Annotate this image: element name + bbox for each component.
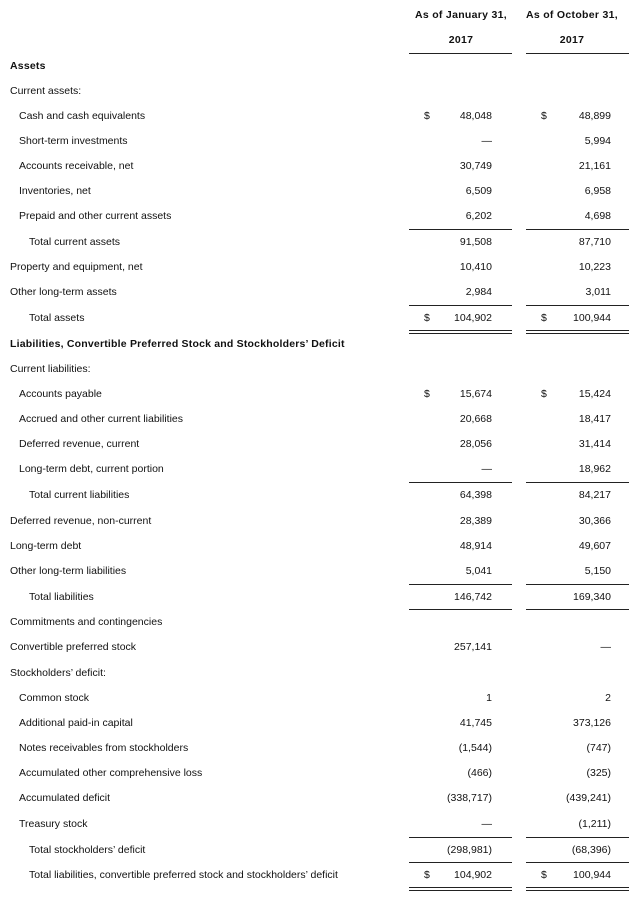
currency-symbol: $ — [424, 869, 430, 881]
value-jan: 104,902 — [454, 869, 492, 881]
table-row — [0, 761, 640, 786]
value-oct: 87,710 — [578, 236, 611, 248]
value-jan: (1,544) — [458, 742, 492, 754]
value-oct: 169,340 — [573, 591, 611, 603]
value-oct: 6,958 — [584, 185, 611, 197]
table-row — [0, 154, 640, 179]
assets-heading: Assets — [10, 60, 46, 72]
table-row — [0, 179, 640, 204]
table-row — [0, 255, 640, 280]
subheading-row — [0, 357, 640, 382]
value-jan: 5,041 — [465, 565, 492, 577]
currency-symbol: $ — [541, 388, 547, 400]
value-jan: (338,717) — [447, 792, 492, 804]
value-oct: 31,414 — [578, 438, 611, 450]
table-row — [0, 306, 640, 331]
currency-symbol: $ — [424, 110, 430, 122]
currency-symbol: $ — [541, 312, 547, 324]
table-row — [0, 585, 640, 610]
current-assets-heading: Current assets: — [10, 85, 82, 97]
value-jan: 6,509 — [465, 185, 492, 197]
value-jan: — — [481, 135, 492, 147]
value-jan: 30,749 — [459, 160, 492, 172]
value-oct: 84,217 — [578, 489, 611, 501]
row-label: Total current assets — [29, 236, 121, 248]
table-row — [0, 230, 640, 255]
table-row — [0, 812, 640, 837]
column-header-jan-year: 2017 — [448, 34, 474, 46]
row-label: Additional paid-in capital — [19, 717, 133, 729]
value-oct: 21,161 — [578, 160, 611, 172]
value-oct: 100,944 — [573, 869, 611, 881]
value-jan: — — [481, 818, 492, 830]
row-label: Long-term debt — [10, 540, 82, 552]
value-oct: 5,994 — [584, 135, 611, 147]
value-jan: 146,742 — [454, 591, 492, 603]
row-label: Accumulated other comprehensive loss — [19, 767, 203, 779]
value-jan: 104,902 — [454, 312, 492, 324]
value-jan: 15,674 — [459, 388, 492, 400]
value-jan: 10,410 — [459, 261, 492, 273]
section-heading-row — [0, 54, 640, 79]
value-oct: 5,150 — [584, 565, 611, 577]
value-jan: (466) — [467, 767, 492, 779]
row-label: Other long-term liabilities — [10, 565, 127, 577]
value-jan: 6,202 — [465, 210, 492, 222]
value-jan: (298,981) — [447, 844, 492, 856]
value-oct: 18,962 — [578, 463, 611, 475]
row-label: Total liabilities — [29, 591, 94, 603]
value-jan: 48,048 — [459, 110, 492, 122]
value-oct: 30,366 — [578, 515, 611, 527]
row-label: Notes receivables from stockholders — [19, 742, 189, 754]
table-row — [0, 204, 640, 229]
value-oct: 4,698 — [584, 210, 611, 222]
row-label: Accrued and other current liabilities — [19, 413, 184, 425]
table-row — [0, 280, 640, 305]
value-oct: 48,899 — [578, 110, 611, 122]
table-row — [0, 483, 640, 508]
table-row — [0, 509, 640, 534]
value-jan: 1 — [486, 692, 492, 704]
value-jan: 48,914 — [459, 540, 492, 552]
double-rule — [526, 887, 629, 891]
row-label: Other long-term assets — [10, 286, 117, 298]
table-row — [0, 863, 640, 888]
row-label: Common stock — [19, 692, 90, 704]
row-label: Short-term investments — [19, 135, 128, 147]
row-label: Deferred revenue, current — [19, 438, 140, 450]
table-row — [0, 838, 640, 863]
table-row — [0, 104, 640, 129]
row-label: Total liabilities, convertible preferred stock and stockholders’ deficit — [29, 869, 338, 881]
table-row — [0, 736, 640, 761]
column-header-oct-line1: As of October 31, — [525, 9, 619, 21]
row-label: Accumulated deficit — [19, 792, 111, 804]
currency-symbol: $ — [424, 388, 430, 400]
value-jan: 28,056 — [459, 438, 492, 450]
row-label: Cash and cash equivalents — [19, 110, 146, 122]
row-label: Convertible preferred stock — [10, 641, 137, 653]
table-row — [0, 407, 640, 432]
value-jan: 2,984 — [465, 286, 492, 298]
subheading-row — [0, 79, 640, 104]
row-label: Treasury stock — [19, 818, 88, 830]
value-oct: 10,223 — [578, 261, 611, 273]
value-jan: 28,389 — [459, 515, 492, 527]
value-jan: 41,745 — [459, 717, 492, 729]
value-jan: — — [481, 463, 492, 475]
value-oct: 15,424 — [578, 388, 611, 400]
value-oct: — — [600, 641, 611, 653]
table-row — [0, 457, 640, 482]
currency-symbol: $ — [541, 110, 547, 122]
double-rule — [409, 887, 512, 891]
column-header-jan-line1: As of January 31, — [414, 9, 508, 21]
row-label: Accounts payable — [19, 388, 102, 400]
row-label: Property and equipment, net — [10, 261, 143, 273]
value-oct: 49,607 — [578, 540, 611, 552]
table-row — [0, 432, 640, 457]
table-row — [0, 711, 640, 736]
value-jan: 91,508 — [459, 236, 492, 248]
row-label: Total current liabilities — [29, 489, 130, 501]
table-row — [0, 635, 640, 660]
row-label: Accounts receivable, net — [19, 160, 134, 172]
liabilities-heading: Liabilities, Convertible Preferred Stock and Stockholders’ Deficit — [10, 338, 345, 350]
row-label: Deferred revenue, non-current — [10, 515, 152, 527]
subheading-row — [0, 661, 640, 686]
value-oct: 100,944 — [573, 312, 611, 324]
stockholders-deficit-heading: Stockholders’ deficit: — [10, 667, 106, 679]
value-oct: 373,126 — [573, 717, 611, 729]
column-header-oct-year: 2017 — [559, 34, 585, 46]
value-oct: (747) — [586, 742, 611, 754]
value-oct: 3,011 — [585, 286, 611, 298]
table-row — [0, 559, 640, 584]
row-label: Commitments and contingencies — [10, 616, 163, 628]
table-row — [0, 786, 640, 811]
value-jan: 20,668 — [459, 413, 492, 425]
value-oct: 2 — [605, 692, 611, 704]
value-jan: 257,141 — [454, 641, 492, 653]
row-label: Total stockholders’ deficit — [29, 844, 146, 856]
value-oct: (439,241) — [566, 792, 611, 804]
value-oct: (68,396) — [571, 844, 611, 856]
value-oct: (325) — [586, 767, 611, 779]
section-heading-row — [0, 332, 640, 357]
row-label: Long-term debt, current portion — [19, 463, 164, 475]
table-row — [0, 686, 640, 711]
value-oct: 18,417 — [578, 413, 611, 425]
current-liabilities-heading: Current liabilities: — [10, 363, 91, 375]
value-jan: 64,398 — [459, 489, 492, 501]
table-row — [0, 382, 640, 407]
row-label: Prepaid and other current assets — [19, 210, 172, 222]
row-label: Total assets — [29, 312, 85, 324]
table-row — [0, 129, 640, 154]
table-row — [0, 534, 640, 559]
table-row — [0, 610, 640, 635]
row-label: Inventories, net — [19, 185, 91, 197]
value-oct: (1,211) — [578, 818, 611, 830]
currency-symbol: $ — [424, 312, 430, 324]
currency-symbol: $ — [541, 869, 547, 881]
